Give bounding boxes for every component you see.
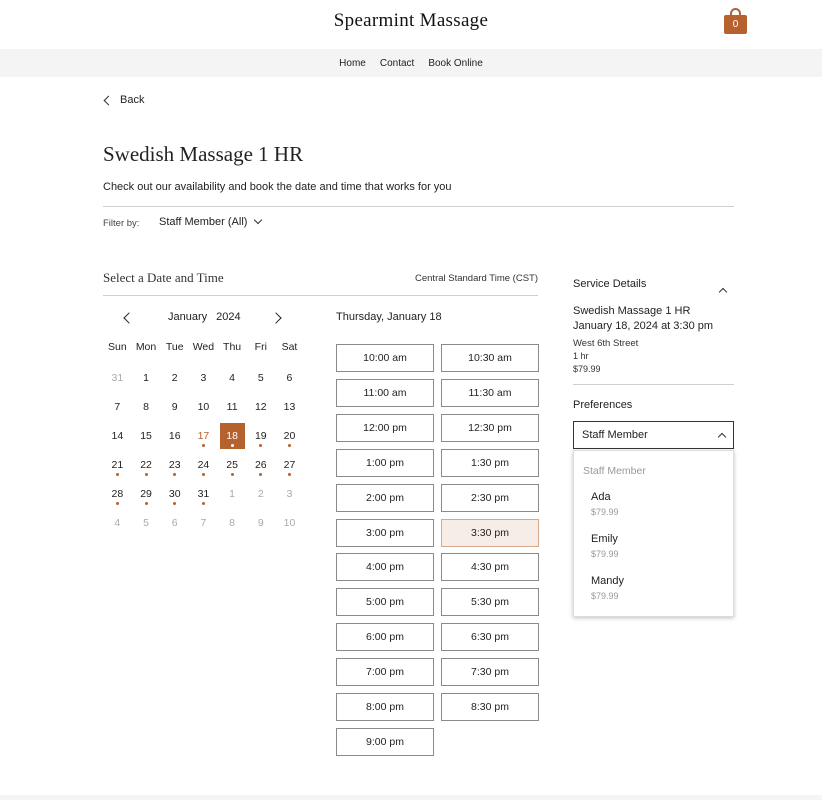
staff-filter-dropdown[interactable]	[159, 216, 261, 228]
time-slot[interactable]: 8:30 pm	[441, 693, 539, 721]
calendar-day: 3	[286, 488, 293, 500]
calendar-week	[103, 394, 304, 423]
calendar-day[interactable]: 29	[132, 481, 161, 507]
calendar-week	[103, 423, 304, 452]
calendar-day[interactable]: 8	[143, 401, 149, 413]
site-title[interactable]: Spearmint Massage	[333, 10, 489, 31]
calendar-day[interactable]: 5	[257, 372, 264, 384]
footer-strip	[0, 795, 822, 800]
calendar-day[interactable]: 3	[200, 372, 207, 384]
calendar-day[interactable]: 30	[160, 481, 189, 507]
service-location: West 6th Street	[573, 338, 639, 349]
chevron-left-icon	[123, 312, 134, 323]
calendar-day: 10	[283, 517, 296, 529]
chevron-down-icon	[254, 216, 262, 224]
calendar-day[interactable]: 24	[189, 452, 218, 478]
nav-home[interactable]: Home	[339, 57, 366, 69]
staff-option-name: Emily	[591, 533, 618, 545]
staff-option-price: $79.99	[591, 549, 619, 559]
time-slot[interactable]: 9:00 pm	[336, 728, 434, 756]
time-slot[interactable]: 7:30 pm	[441, 658, 539, 686]
time-slot[interactable]: 11:00 am	[336, 379, 434, 407]
calendar-day[interactable]: 21	[103, 452, 132, 478]
time-slot[interactable]: 2:00 pm	[336, 484, 434, 512]
time-slot[interactable]: 4:00 pm	[336, 553, 434, 581]
calendar-days	[103, 365, 304, 539]
time-slot[interactable]: 6:00 pm	[336, 623, 434, 651]
staff-member-select[interactable]	[573, 421, 734, 449]
staff-option-name: Mandy	[591, 575, 625, 587]
calendar-day[interactable]: 23	[160, 452, 189, 478]
time-slot[interactable]: 10:00 am	[336, 344, 434, 372]
staff-option-price: $79.99	[591, 591, 619, 601]
time-slot[interactable]: 10:30 am	[441, 344, 539, 372]
collapse-details-button[interactable]	[720, 282, 726, 300]
time-slot[interactable]: 12:00 pm	[336, 414, 434, 442]
weekday-label: Mon	[135, 341, 157, 353]
cart-count: 0	[732, 19, 739, 30]
calendar-day: 8	[229, 517, 236, 529]
calendar-day: 6	[171, 517, 178, 529]
dropdown-header: Staff Member	[583, 465, 646, 477]
time-slot[interactable]: 2:30 pm	[441, 484, 539, 512]
calendar-day: 4	[114, 517, 121, 529]
preferences-title: Preferences	[573, 399, 633, 411]
chevron-up-icon	[718, 433, 726, 441]
calendar-day[interactable]: 27	[275, 452, 304, 478]
back-button[interactable]	[105, 94, 144, 106]
chevron-up-icon	[719, 288, 727, 296]
calendar-day[interactable]: 20	[275, 423, 304, 449]
staff-select-value: Staff Member	[582, 429, 648, 441]
staff-option[interactable]	[591, 533, 721, 559]
back-label: Back	[120, 94, 145, 106]
calendar-day[interactable]: 7	[114, 401, 121, 413]
staff-option-price: $79.99	[591, 507, 619, 517]
timezone-label[interactable]: Central Standard Time (CST)	[415, 273, 539, 284]
calendar-day[interactable]: 2	[171, 372, 178, 384]
nav-book-online[interactable]: Book Online	[428, 57, 483, 69]
calendar-day[interactable]: 16	[168, 430, 181, 442]
next-month-button[interactable]	[272, 313, 282, 323]
filter-label: Filter by:	[103, 218, 140, 229]
staff-dropdown-menu	[573, 450, 734, 617]
calendar-day[interactable]: 12	[254, 401, 267, 413]
staff-option[interactable]	[591, 575, 721, 601]
time-slot[interactable]: 3:00 pm	[336, 519, 434, 547]
calendar-day[interactable]: 28	[103, 481, 132, 507]
time-slot[interactable]: 1:30 pm	[441, 449, 539, 477]
calendar-day[interactable]: 10	[197, 401, 210, 413]
time-slot[interactable]: 5:30 pm	[441, 588, 539, 616]
chevron-right-icon	[270, 312, 281, 323]
calendar-day[interactable]: 19	[246, 423, 275, 449]
calendar-week	[103, 510, 304, 539]
chevron-left-icon	[104, 95, 114, 105]
main-nav	[0, 49, 822, 77]
calendar-day[interactable]: 4	[229, 372, 236, 384]
selected-date-label: Thursday, January 18	[336, 311, 442, 323]
calendar-day[interactable]: 11	[226, 401, 238, 413]
calendar-day[interactable]: 6	[286, 372, 293, 384]
calendar-month-year	[168, 311, 241, 323]
service-price: $79.99	[573, 364, 601, 374]
calendar-week	[103, 452, 304, 481]
weekday-label: Wed	[192, 341, 215, 353]
time-slot[interactable]: 1:00 pm	[336, 449, 434, 477]
time-slot[interactable]: 12:30 pm	[441, 414, 539, 442]
section-title: Select a Date and Time	[103, 270, 224, 285]
calendar-day: 9	[257, 517, 264, 529]
time-slot[interactable]: 5:00 pm	[336, 588, 434, 616]
weekday-header	[103, 341, 304, 353]
weekday-label: Thu	[223, 341, 242, 353]
calendar-day: 2	[257, 488, 264, 500]
page-subtitle: Check out our availability and book the date and time that works for you	[103, 181, 452, 193]
calendar-day[interactable]: 17	[189, 423, 218, 449]
service-datetime: January 18, 2024 at 3:30 pm	[573, 320, 714, 332]
divider	[103, 295, 538, 296]
staff-option[interactable]	[591, 491, 721, 517]
calendar-day[interactable]: 15	[140, 430, 152, 442]
time-slot[interactable]: 8:00 pm	[336, 693, 434, 721]
nav-contact[interactable]: Contact	[379, 57, 415, 69]
calendar-day: 1	[229, 488, 236, 500]
page-title: Swedish Massage 1 HR	[103, 142, 304, 166]
time-slot-selected[interactable]: 3:30 pm	[441, 519, 539, 547]
service-details-title: Service Details	[573, 278, 647, 290]
calendar-day[interactable]: 1	[143, 372, 149, 384]
calendar-day[interactable]: 22	[132, 452, 161, 478]
service-duration: 1 hr	[573, 351, 589, 361]
calendar-day: 5	[143, 517, 149, 529]
time-slot[interactable]: 4:30 pm	[441, 553, 539, 581]
weekday-label: Fri	[254, 341, 267, 353]
calendar-day: 7	[200, 517, 207, 529]
calendar-day-selected[interactable]: 18	[220, 423, 245, 449]
staff-option-name: Ada	[591, 491, 611, 503]
calendar-day[interactable]: 14	[111, 430, 124, 442]
service-name: Swedish Massage 1 HR	[573, 305, 691, 317]
cart-button[interactable]	[724, 6, 748, 34]
weekday-label: Sat	[281, 341, 298, 353]
calendar-week	[103, 481, 304, 510]
weekday-label: Tue	[165, 341, 184, 353]
calendar-day[interactable]: 13	[283, 401, 296, 413]
calendar-day[interactable]: 26	[246, 452, 275, 478]
divider	[103, 206, 734, 207]
divider	[573, 384, 734, 385]
calendar-week	[103, 365, 304, 394]
filter-value: Staff Member (All)	[159, 216, 248, 228]
calendar-year: 2024	[216, 311, 241, 323]
calendar-day[interactable]: 9	[171, 401, 178, 413]
time-slot[interactable]: 11:30 am	[441, 379, 539, 407]
time-slot[interactable]: 7:00 pm	[336, 658, 434, 686]
time-slot[interactable]: 6:30 pm	[441, 623, 539, 651]
weekday-label: Sun	[108, 341, 127, 353]
calendar-day: 31	[111, 372, 124, 384]
calendar-day[interactable]: 25	[218, 452, 247, 478]
calendar-day[interactable]: 31	[189, 481, 218, 507]
calendar-month: January	[168, 311, 208, 323]
previous-month-button[interactable]	[122, 313, 132, 323]
